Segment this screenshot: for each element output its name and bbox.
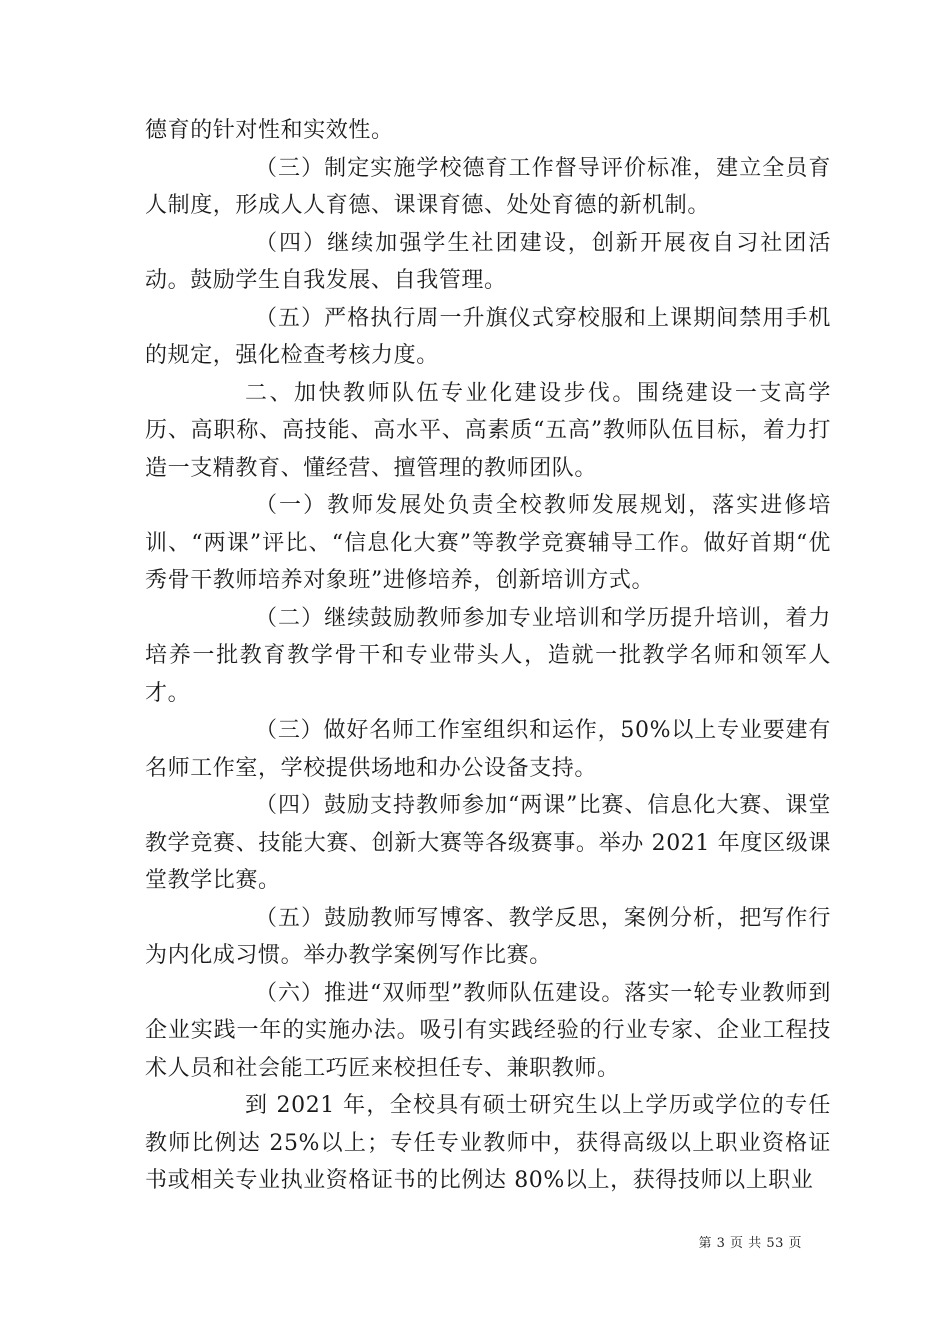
paragraph: （五）严格执行周一升旗仪式穿校服和上课期间禁用手机的规定，强化检查考核力度。 <box>145 305 831 368</box>
paragraph: （二）继续鼓励教师参加专业培训和学历提升培训，着力培养一批教育教学骨干和专业带头人，造就一批教学名师和领军人才。 <box>145 605 831 706</box>
paragraph: 到 2021 年，全校具有硕士研究生以上学历或学位的专任教师比例达 25%以上；专任专业教师中，获得高级以上职业资格证书或相关专业执业资格证书的比例达 80%以上，获得技师以上职业 <box>145 1093 831 1193</box>
paragraph: （五）鼓励教师写博客、教学反思，案例分析，把写作行为内化成习惯。举办教学案例写作比赛。 <box>145 905 831 968</box>
page-number-footer: 第 3 页 共 53 页 <box>698 1236 802 1251</box>
section-heading-paragraph: 二、加快教师队伍专业化建设步伐。围绕建设一支高学历、高职称、高技能、高水平、高素质“五高”教师队伍目标，着力打造一支精教育、懂经营、擅管理的教师团队。 <box>145 380 831 481</box>
paragraph: （三）制定实施学校德育工作督导评价标准，建立全员育人制度，形成人人育德、课课育德、处处育德的新机制。 <box>145 155 831 218</box>
document-body <box>145 112 831 1200</box>
paragraph: 德育的针对性和实效性。 <box>145 118 394 143</box>
paragraph: （一）教师发展处负责全校教师发展规划，落实进修培训、“两课”评比、“信息化大赛”等教学竞赛辅导工作。做好首期“优秀骨干教师培养对象班”进修培养，创新培训方式。 <box>145 493 831 593</box>
paragraph: （四）鼓励支持教师参加“两课”比赛、信息化大赛、课堂教学竞赛、技能大赛、创新大赛等各级赛事。举办 2021 年度区级课堂教学比赛。 <box>145 793 831 893</box>
paragraph: （四）继续加强学生社团建设，创新开展夜自习社团活动。鼓励学生自我发展、自我管理。 <box>145 230 831 293</box>
paragraph: （六）推进“双师型”教师队伍建设。落实一轮专业教师到企业实践一年的实施办法。吸引有实践经验的行业专家、企业工程技术人员和社会能工巧匠来校担任专、兼职教师。 <box>145 980 831 1081</box>
paragraph: （三）做好名师工作室组织和运作，50%以上专业要建有名师工作室，学校提供场地和办公设备支持。 <box>145 718 831 781</box>
